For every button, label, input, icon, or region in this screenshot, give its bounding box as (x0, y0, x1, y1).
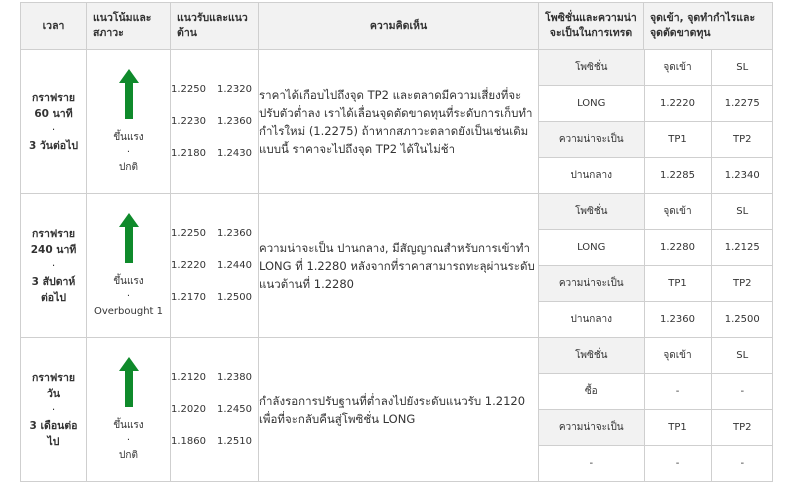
header-trend: แนวโน้มและ สภาวะ (87, 3, 171, 50)
support-level: 1.2230 (171, 116, 206, 127)
timeframe-cell: กราฟราย วัน · 3 เดือนต่อ ไป (21, 338, 87, 482)
entry-value: 1.2280 (644, 229, 711, 265)
level-pair (171, 282, 258, 314)
tp1-value: - (644, 445, 711, 481)
grid-label: SL (711, 194, 773, 229)
tp1-value: 1.2285 (644, 157, 711, 193)
level-pair (171, 74, 258, 106)
position-value: LONG (539, 229, 644, 265)
tp2-value: 1.2340 (711, 157, 773, 193)
forecast-table (20, 2, 773, 482)
comment-cell: ราคาได้เกือบไปถึงจุด TP2 และตลาดมีความเสี่ยงที่จะปรับตัวต่ำลง เราได้เลื่อนจุดตัดขาดทุนที่ระดับการเก็บทำกำไรใหม่ (1.2275) ถ้าหากสภาวะตลาดยังเป็นเช่นเดิมแบบนี้ ราคาจะไปถึงจุด TP2 ได้ในไม่ช้า (259, 50, 539, 194)
up-arrow-icon (119, 357, 139, 407)
header-comment: ความคิดเห็น (259, 3, 539, 50)
trend-cell (87, 50, 171, 194)
stoploss-value: 1.2125 (711, 229, 773, 265)
grid-label: TP2 (711, 121, 773, 157)
levels-cell (171, 50, 259, 194)
trend-state: Overbought 1 (93, 305, 163, 317)
resistance-level: 1.2360 (217, 228, 252, 239)
resistance-level: 1.2430 (217, 148, 252, 159)
level-pair (171, 218, 258, 250)
resistance-level: 1.2500 (217, 292, 252, 303)
table-row (21, 194, 773, 338)
resistance-level: 1.2440 (217, 260, 252, 271)
tp2-value: - (711, 445, 773, 481)
trade-grid-cell (539, 50, 773, 194)
resistance-level: 1.2360 (217, 116, 252, 127)
resistance-level: 1.2510 (217, 436, 252, 447)
grid-label: TP2 (711, 265, 773, 301)
tp2-value: 1.2500 (711, 301, 773, 337)
comment-cell: ความน่าจะเป็น ปานกลาง, มีสัญญาณสำหรับการเข้าทำ LONG ที่ 1.2280 หลังจากที่ราคาสามารถทะลุผ่านระดับแนวต้านที่ 1.2280 (259, 194, 539, 338)
support-level: 1.2020 (171, 404, 206, 415)
grid-label: TP2 (711, 409, 773, 445)
levels-cell (171, 194, 259, 338)
stoploss-value: 1.2275 (711, 85, 773, 121)
levels-cell (171, 338, 259, 482)
level-pair (171, 106, 258, 138)
trend-state: ปกติ (119, 449, 138, 461)
trend-strength: ขึ้นแรง (113, 419, 144, 431)
trade-grid-cell (539, 338, 773, 482)
grid-label: TP1 (644, 121, 711, 157)
resistance-level: 1.2450 (217, 404, 252, 415)
header-position: โพซิชั่นและความน่า จะเป็นในการเทรด (539, 3, 644, 50)
resistance-level: 1.2380 (217, 372, 252, 383)
timeframe-cell: กราฟราย 60 นาที · 3 วันต่อไป (21, 50, 87, 194)
entry-value: - (644, 373, 711, 409)
grid-label: โพซิชั่น (539, 194, 644, 229)
level-pair (171, 138, 258, 170)
trend-cell (87, 338, 171, 482)
trend-separator: · (126, 146, 131, 158)
up-arrow-icon (119, 213, 139, 263)
level-pair (171, 426, 258, 458)
header-row (21, 3, 773, 50)
support-level: 1.2250 (171, 84, 206, 95)
grid-label: จุดเข้า (644, 50, 711, 85)
level-pair (171, 362, 258, 394)
grid-label: จุดเข้า (644, 194, 711, 229)
timeframe-cell: กราฟราย 240 นาที · 3 สัปดาห์ ต่อไป (21, 194, 87, 338)
grid-label: TP1 (644, 265, 711, 301)
trend-separator: · (126, 290, 131, 302)
grid-label: ความน่าจะเป็น (539, 409, 644, 445)
grid-label: TP1 (644, 409, 711, 445)
trend-separator: · (126, 434, 131, 446)
support-level: 1.2220 (171, 260, 206, 271)
trade-grid (539, 338, 773, 481)
level-pair (171, 394, 258, 426)
header-levels: แนวรับและแนว ต้าน (171, 3, 259, 50)
level-pair (171, 250, 258, 282)
trend-strength: ขึ้นแรง (113, 275, 144, 287)
grid-label: จุดเข้า (644, 338, 711, 373)
probability-value: - (539, 445, 644, 481)
forecast-table-container (20, 2, 772, 480)
resistance-level: 1.2320 (217, 84, 252, 95)
grid-label: SL (711, 338, 773, 373)
support-level: 1.1860 (171, 436, 206, 447)
grid-label: โพซิชั่น (539, 338, 644, 373)
grid-label: ความน่าจะเป็น (539, 121, 644, 157)
entry-value: 1.2220 (644, 85, 711, 121)
support-level: 1.2180 (171, 148, 206, 159)
trade-grid (539, 50, 773, 193)
stoploss-value: - (711, 373, 773, 409)
probability-value: ปานกลาง (539, 157, 644, 193)
header-entry: จุดเข้า, จุดทำกำไรและ จุดตัดขาดทุน (644, 3, 773, 50)
trend-cell (87, 194, 171, 338)
trade-grid-cell (539, 194, 773, 338)
comment-cell: กำลังรอการปรับฐานที่ต่ำลงไปยังระดับแนวรับ 1.2120 เพื่อที่จะกลับคืนสู่โพซิชั่น LONG (259, 338, 539, 482)
table-row (21, 338, 773, 482)
position-value: LONG (539, 85, 644, 121)
grid-label: โพซิชั่น (539, 50, 644, 85)
support-level: 1.2170 (171, 292, 206, 303)
grid-label: SL (711, 50, 773, 85)
grid-label: ความน่าจะเป็น (539, 265, 644, 301)
position-value: ซื้อ (539, 373, 644, 409)
tp1-value: 1.2360 (644, 301, 711, 337)
header-time: เวลา (21, 3, 87, 50)
trend-state: ปกติ (119, 161, 138, 173)
trend-strength: ขึ้นแรง (113, 131, 144, 143)
trade-grid (539, 194, 773, 337)
table-row (21, 50, 773, 194)
probability-value: ปานกลาง (539, 301, 644, 337)
up-arrow-icon (119, 69, 139, 119)
support-level: 1.2250 (171, 228, 206, 239)
support-level: 1.2120 (171, 372, 206, 383)
